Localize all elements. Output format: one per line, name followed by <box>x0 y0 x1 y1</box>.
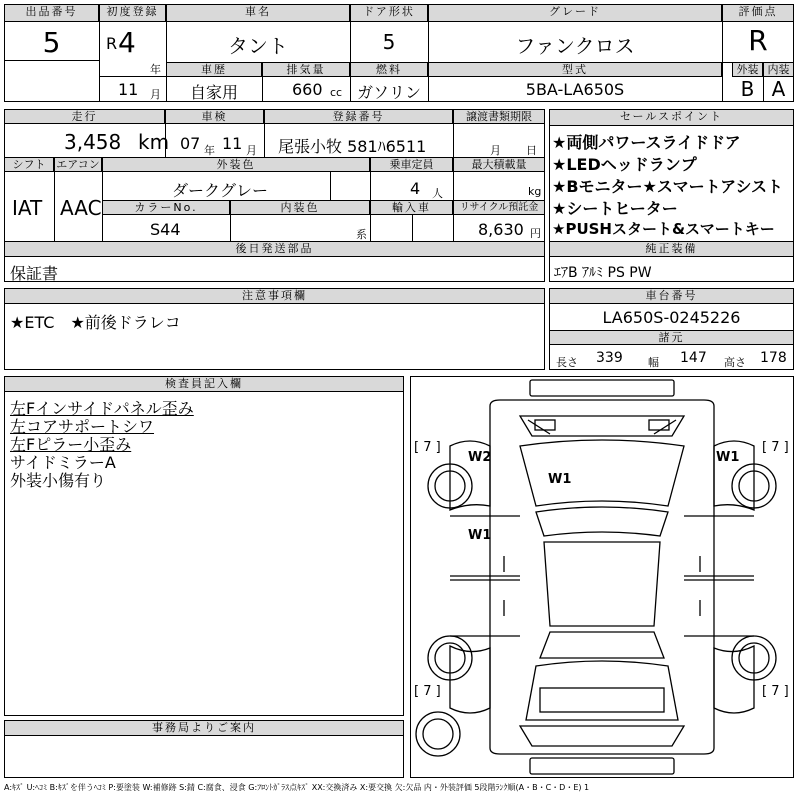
load-label: 最大積載量 <box>453 157 545 172</box>
tire-rear-left: [ 7 ] <box>414 684 441 699</box>
damage-mark-door-left: W1 <box>468 528 492 543</box>
length-value: 339 <box>596 350 623 366</box>
chassis-value: LA650S-0245226 <box>602 308 741 327</box>
sales-point-item: ★PUSHスタート&スマートキー <box>552 220 775 238</box>
door-value: 5 <box>382 30 396 54</box>
inspection-year-unit: 年 <box>204 144 215 157</box>
notes-value: ★ETC ★前後ドラレコ <box>10 313 181 332</box>
lot-number-label: 出品番号 <box>4 4 99 22</box>
reg-year: 4 <box>118 26 136 59</box>
inspector-line: サイドミラーA <box>10 453 116 472</box>
tire-rear-right: [ 7 ] <box>762 684 789 699</box>
interior-value: A <box>771 77 786 101</box>
shift-value: IAT <box>12 196 43 220</box>
capacity-value: 4 <box>410 179 421 198</box>
displacement-unit: cc <box>330 86 343 99</box>
inspector-line: 左コアサポートシワ <box>10 417 155 436</box>
exterior-value: B <box>740 77 755 101</box>
later-parts-label: 後日発送部品 <box>4 241 545 257</box>
mileage-label: 走行 <box>4 109 165 124</box>
sales-point-item: ★LEDヘッドランプ <box>552 155 697 174</box>
length-label: 長さ <box>556 356 578 369</box>
int-color-label: 内装色 <box>230 200 370 215</box>
equipment-value: ｴｱB ｱﾙﾐ PS PW <box>554 265 652 281</box>
notes-label: 注意事項欄 <box>4 288 545 304</box>
fuel-label: 燃料 <box>350 62 428 77</box>
inspector-line: 左Fインサイドパネル歪み <box>10 399 194 418</box>
displacement-value: 660 <box>292 80 323 99</box>
sales-points-label: セールスポイント <box>549 109 794 126</box>
office-label: 事務局よりご案内 <box>4 720 404 736</box>
history-label: 車歴 <box>166 62 262 77</box>
color-no-label: カラーNo. <box>102 200 230 215</box>
era-letter: R <box>106 34 118 53</box>
int-color-unit: 系 <box>356 228 367 241</box>
recycle-label: リサイクル預託金 <box>453 200 545 215</box>
inspector-line: 外装小傷有り <box>10 471 107 490</box>
exterior-label: 外装 <box>732 62 763 77</box>
tire-front-left: [ 7 ] <box>414 440 441 455</box>
inspection-label: 車検 <box>165 109 264 124</box>
color-value: ダークグレー <box>172 181 269 200</box>
interior-label: 内装 <box>763 62 794 77</box>
capacity-label: 乗車定員 <box>370 157 453 172</box>
legend: A:ｷｽﾞ U:ﾍｺﾐ B:ｷｽﾞを伴うﾍｺﾐ P:要塗装 W:補修跡 S:錆 C:腐食、浸食 G:ﾌﾛﾝﾄｶﾞﾗｽ点ｷｽﾞ XX:交換済み X:要交換 欠:欠品 内・外装評価 5段階ﾗﾝｸ順(A・B・C・D・E) 1 <box>4 783 590 792</box>
mileage-unit: km <box>138 130 170 154</box>
tire-front-right: [ 7 ] <box>762 440 789 455</box>
width-label: 幅 <box>648 356 659 369</box>
door-label: ドア形状 <box>350 4 428 22</box>
score-label: 評価点 <box>722 4 794 22</box>
grade-label: グレード <box>428 4 722 22</box>
capacity-unit: 人 <box>432 187 443 200</box>
damage-mark-fender-right: W1 <box>716 450 740 465</box>
recycle-value: 8,630 <box>478 220 524 239</box>
width-value: 147 <box>680 350 707 366</box>
inspector-label: 検査員記入欄 <box>4 376 404 392</box>
fuel-value: ガソリン <box>356 83 421 102</box>
import-label: 輸入車 <box>370 200 453 215</box>
equipment-label: 純正装備 <box>549 241 794 257</box>
car-diagram <box>410 376 794 778</box>
later-parts-value: 保証書 <box>10 264 59 283</box>
displacement-label: 排気量 <box>262 62 350 77</box>
color-no-value: S44 <box>150 220 181 239</box>
car-name-label: 車名 <box>166 4 350 22</box>
score-value: R <box>748 24 768 57</box>
ac-value: AAC <box>60 196 102 220</box>
ac-label: エアコン <box>54 157 102 172</box>
first-reg-label: 初度登録 <box>99 4 166 22</box>
transfer-label: 譲渡書類期限 <box>453 109 545 124</box>
reg-month: 11 <box>118 80 139 99</box>
lot-number: 5 <box>42 26 61 59</box>
damage-mark-hood: W1 <box>548 472 572 487</box>
model-label: 型式 <box>428 62 722 77</box>
dims-label: 諸元 <box>549 330 794 345</box>
transfer-month-unit: 月 <box>490 144 501 157</box>
color-label: 外装色 <box>102 157 370 172</box>
sales-point-item: ★Bモニター★スマートアシスト <box>552 177 783 196</box>
load-unit: kg <box>528 185 542 198</box>
shift-label: シフト <box>4 157 54 172</box>
mileage-value: 3,458 <box>64 130 122 154</box>
height-label: 高さ <box>724 356 746 369</box>
reg-month-unit: 月 <box>150 88 161 101</box>
sales-point-item: ★シートヒーター <box>552 199 678 218</box>
inspector-line: 左Fピラー小歪み <box>10 435 132 454</box>
reg-year-unit: 年 <box>150 63 161 76</box>
car-name: タント <box>228 34 288 58</box>
grade-value: ファンクロス <box>515 34 635 58</box>
sales-point-item: ★両側パワースライドドア <box>552 133 741 152</box>
inspection-month-unit: 月 <box>246 144 257 157</box>
history-value: 自家用 <box>189 83 238 102</box>
plate-value: 尾張小牧 581ﾊ6511 <box>278 137 427 156</box>
inspection-month: 11 <box>222 134 243 153</box>
damage-mark-fender-left: W2 <box>468 450 492 465</box>
chassis-label: 車台番号 <box>549 288 794 304</box>
recycle-unit: 円 <box>530 227 541 240</box>
model-value: 5BA-LA650S <box>525 80 625 99</box>
transfer-day-unit: 日 <box>526 144 537 157</box>
plate-label: 登録番号 <box>264 109 453 124</box>
height-value: 178 <box>760 350 787 366</box>
inspection-year: 07 <box>180 134 201 153</box>
